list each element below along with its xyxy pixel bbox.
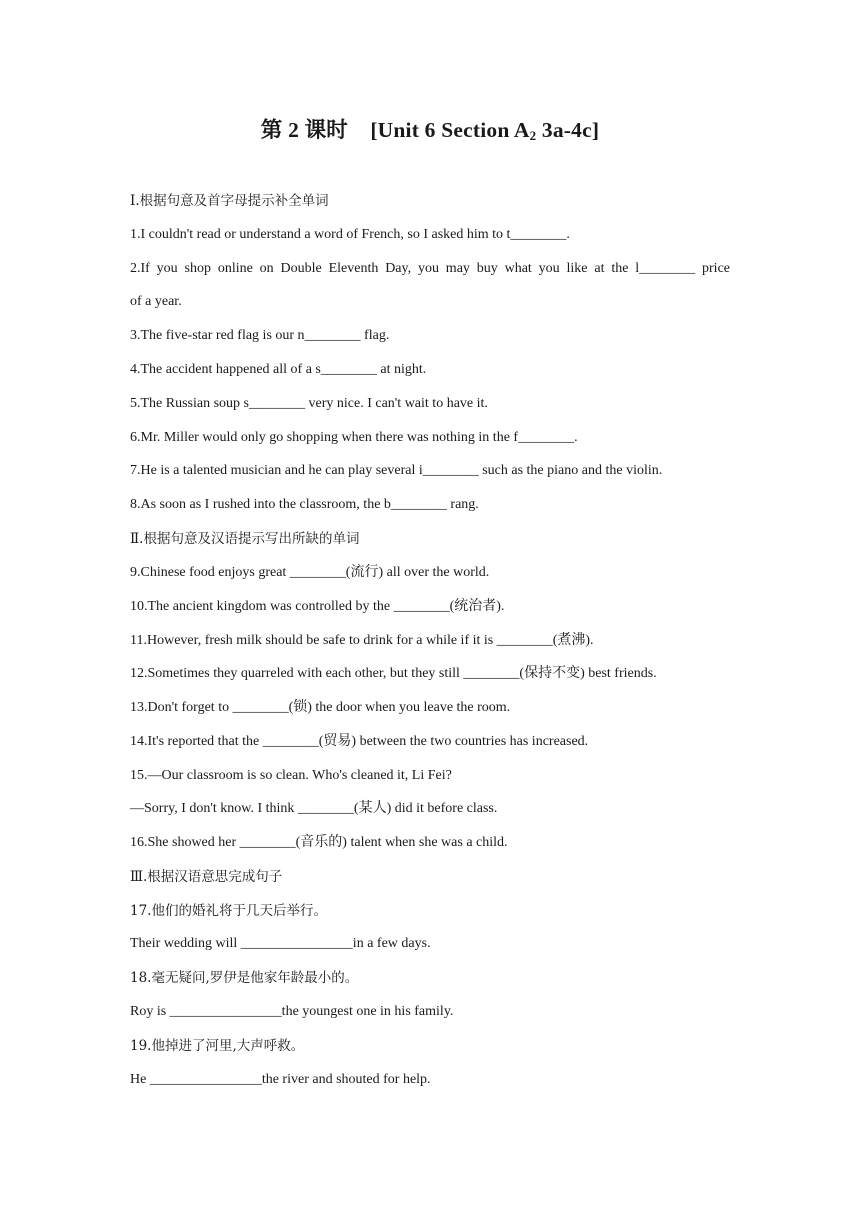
section-heading-3: Ⅲ.根据汉语意思完成句子 (130, 869, 283, 885)
question-16: 16.She showed her ________(音乐的) talent when she was a child. (130, 835, 508, 850)
question-15-answer: —Sorry, I don't know. I think ________(某人) did it before class. (130, 801, 498, 816)
question-17-english: Their wedding will ________________in a few days. (130, 936, 431, 951)
question-19-chinese: 19.他掉进了河里,大声呼救。 (130, 1038, 305, 1054)
question-3: 3.The five-star red flag is our n________ flag. (130, 328, 390, 343)
question-11: 11.However, fresh milk should be safe to drink for a while if it is ________(煮沸). (130, 633, 594, 648)
question-13: 13.Don't forget to ________(锁) the door when you leave the room. (130, 700, 511, 715)
section-heading-2: Ⅱ.根据句意及汉语提示写出所缺的单词 (130, 531, 360, 547)
question-17-chinese: 17.他们的婚礼将于几天后举行。 (130, 903, 327, 919)
question-2: 2.If you shop online on Double Eleventh Day, you may buy what you like at the l________ price (130, 261, 730, 276)
page-title: 第 2 课时 [Unit 6 Section $A_2$ 3a-4c] (260, 118, 600, 143)
question-10: 10.The ancient kingdom was controlled by the ________(统治者). (130, 599, 505, 614)
question-18-english: Roy is ________________the youngest one in his family. (130, 1004, 454, 1019)
question-7: 7.He is a talented musician and he can play several i________ such as the piano and the violin. (130, 463, 663, 478)
question-5: 5.The Russian soup s________ very nice. I can't wait to have it. (130, 396, 488, 411)
question-2-continued: of a year. (130, 294, 182, 309)
question-14: 14.It's reported that the ________(贸易) between the two countries has increased. (130, 734, 589, 749)
question-4: 4.The accident happened all of a s________ at night. (130, 362, 427, 377)
question-1: 1.I couldn't read or understand a word of French, so I asked him to t________. (130, 227, 570, 242)
question-15: 15.—Our classroom is so clean. Who's cleaned it, Li Fei? (130, 768, 452, 783)
question-6: 6.Mr. Miller would only go shopping when there was nothing in the f________. (130, 430, 578, 445)
section-heading-1: Ⅰ.根据句意及首字母提示补全单词 (130, 193, 329, 209)
question-18-chinese: 18.毫无疑问,罗伊是他家年龄最小的。 (130, 970, 359, 986)
question-9: 9.Chinese food enjoys great ________(流行) all over the world. (130, 565, 490, 580)
question-8: 8.As soon as I rushed into the classroom, the b________ rang. (130, 497, 479, 512)
question-19-english: He ________________the river and shouted for help. (130, 1072, 431, 1087)
question-12: 12.Sometimes they quarreled with each other, but they still ________(保持不变) best friends. (130, 666, 657, 681)
